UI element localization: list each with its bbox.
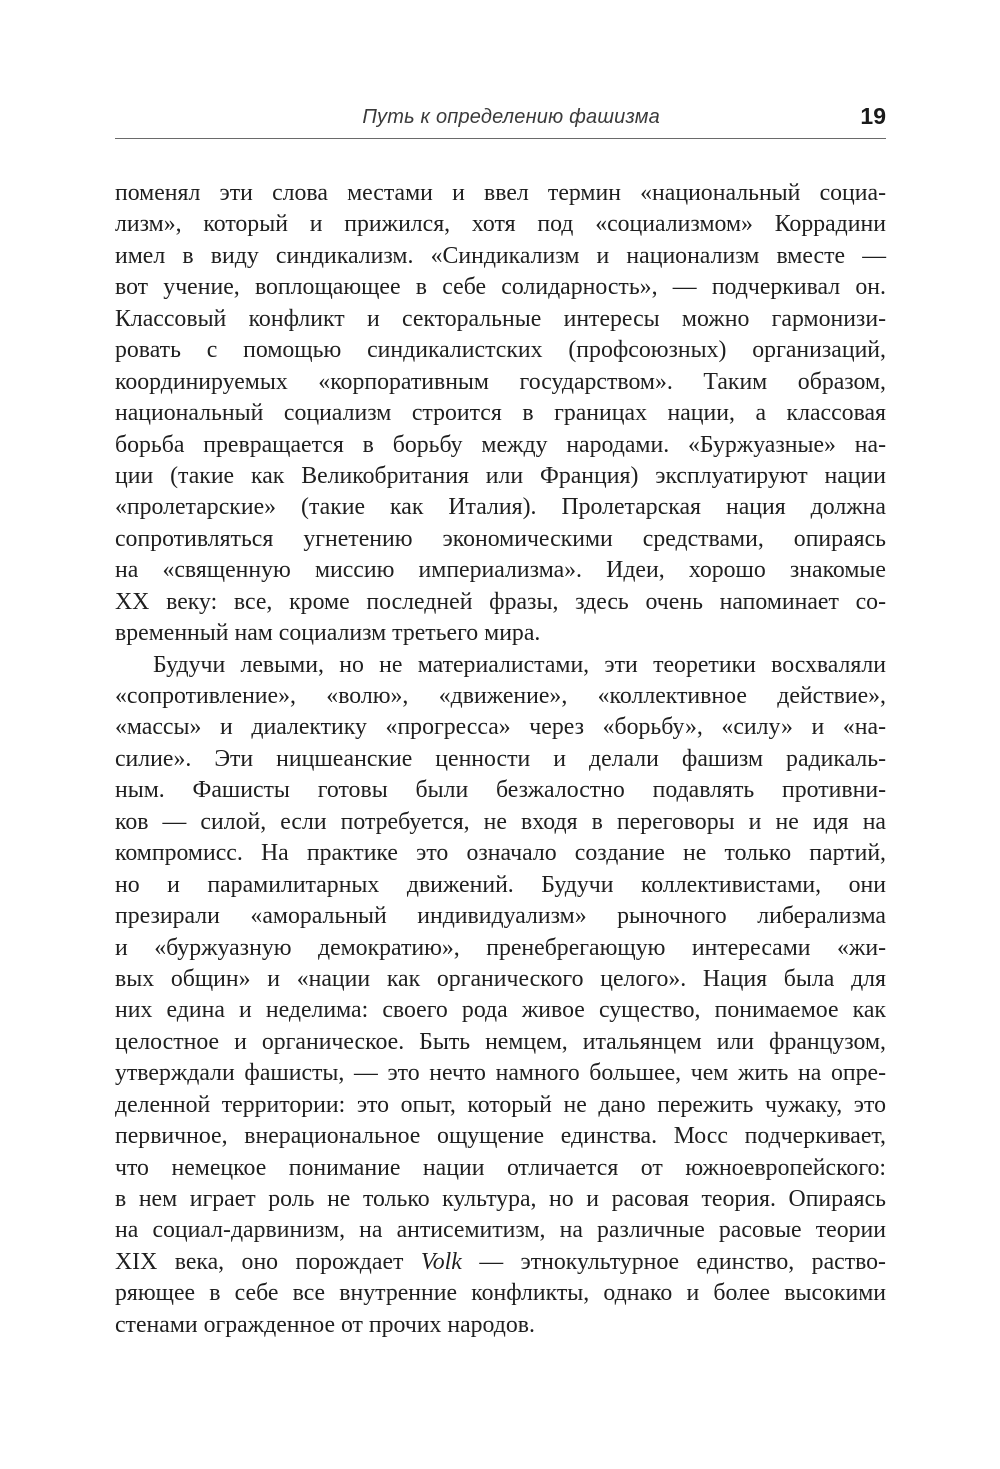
text-line: на «священную миссию империализма». Идеи, хорошо знакомые xyxy=(115,557,886,584)
text-line: временный нам социализм третьего мира. xyxy=(115,620,541,647)
text-line: «пролетарские» (такие как Италия). Пролетарская нация должна xyxy=(115,494,886,521)
text-line-volk xyxy=(115,1247,886,1278)
paragraph xyxy=(115,650,886,1342)
text-line: ряющее в себе все внутренние конфликты, однако и более высокими xyxy=(115,1280,886,1307)
text-line: имел в виду синдикализм. «Синдикализм и национализм вместе — xyxy=(115,242,886,269)
text-segment: — этнокультурное единство, раство- xyxy=(461,1248,886,1275)
text-line: и «буржуазную демократию», пренебрегающую интересами «жи- xyxy=(115,934,886,961)
text-line: «массы» и диалектику «прогресса» через «борьбу», «силу» и «на- xyxy=(115,714,886,741)
text-line: первичное, внерациональное ощущение единства. Мосс подчеркивает, xyxy=(115,1123,886,1150)
page-number: 19 xyxy=(860,103,886,129)
text-line: Будучи левыми, но не материалистами, эти теоретики восхваляли xyxy=(153,651,886,678)
italic-term-volk: Volk xyxy=(420,1248,462,1275)
text-line: лизм», который и прижился, хотя под «социализмом» Коррадини xyxy=(115,211,886,238)
text-line: что немецкое понимание нации отличается от южноевропейского: xyxy=(115,1154,886,1181)
running-title: Путь к определению фашизма xyxy=(362,106,660,128)
paragraph xyxy=(115,178,886,650)
text-line: ным. Фашисты готовы были безжалостно подавлять противни- xyxy=(115,777,886,804)
text-line: на социал-дарвинизм, на антисемитизм, на различные расовые теории xyxy=(115,1217,886,1244)
text-line: силие». Эти ницшеанские ценности и делали фашизм радикаль- xyxy=(115,745,886,772)
text-segment: XIX века, оно порождает xyxy=(115,1248,421,1275)
text-line: поменял эти слова местами и ввел термин «национальный социа- xyxy=(115,180,886,206)
text-line: стенами огражденное от прочих народов. xyxy=(115,1311,535,1338)
body-text xyxy=(115,178,886,1341)
text-line: в нем играет роль не только культура, но и расовая теория. Опираясь xyxy=(115,1186,886,1212)
text-line: компромисс. На практике это означало создание не только партий, xyxy=(115,840,886,867)
text-line: «сопротивление», «волю», «движение», «коллективное действие», xyxy=(115,683,886,709)
text-line: утверждали фашисты, — это нечто намного большее, чем жить на опре- xyxy=(115,1060,886,1087)
text-line: целостное и органическое. Быть немцем, итальянцем или французом, xyxy=(115,1028,886,1055)
text-line: координируемых «корпоративным государством». Таким образом, xyxy=(115,368,886,395)
text-line: ровать с помощью синдикалистских (профсоюзных) организаций, xyxy=(115,337,886,364)
text-line: ков — силой, если потребуется, не входя в переговоры и не идя на xyxy=(115,808,886,835)
text-line: XX веку: все, кроме последней фразы, здесь очень напоминает со- xyxy=(115,588,886,615)
text-line: Классовый конфликт и секторальные интересы можно гармонизи- xyxy=(115,305,886,332)
text-line: национальный социализм строится в границах нации, а классовая xyxy=(115,400,886,427)
text-line: борьба превращается в борьбу между народами. «Буржуазные» на- xyxy=(115,431,886,458)
text-line: ции (такие как Великобритания или Франция) эксплуатируют нации xyxy=(115,462,886,489)
text-line: презирали «аморальный индивидуализм» рыночного либерализма xyxy=(115,903,886,930)
text-line: них едина и неделима: своего рода живое существо, понимаемое как xyxy=(115,997,886,1024)
running-header xyxy=(115,98,886,139)
text-line: деленной территории: это опыт, который не дано пережить чужаку, это xyxy=(115,1091,886,1118)
text-line: но и парамилитарных движений. Будучи коллективистами, они xyxy=(115,871,886,898)
text-line: вот учение, воплощающее в себе солидарность», — подчеркивал он. xyxy=(115,274,886,301)
text-line: сопротивляться угнетению экономическими средствами, опираясь xyxy=(115,525,886,552)
text-line: вых общин» и «нации как органического целого». Нация была для xyxy=(115,965,886,992)
